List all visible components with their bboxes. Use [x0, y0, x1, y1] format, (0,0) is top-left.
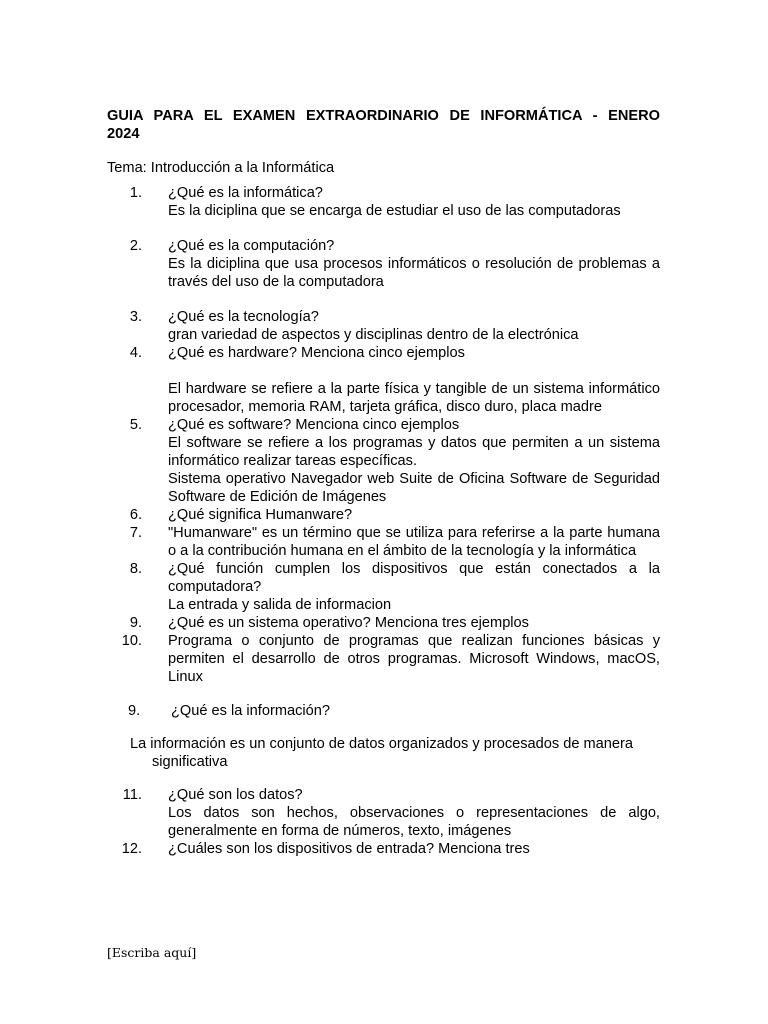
document-title: [107, 107, 660, 143]
information-answer: La información es un conjunto de datos organizados y procesados de manera significativa: [130, 736, 633, 770]
title-line-1: GUIA PARA EL EXAMEN EXTRAORDINARIO DE INFORMÁTICA - ENERO: [107, 108, 660, 124]
question-information: 9. ¿Qué es la información?: [128, 703, 330, 719]
list-item: 10. Programa o conjunto de programas que realizan funciones básicas y permiten el desarrollo de otros programas. Microsoft Windows, macOS, Linux: [121, 633, 660, 685]
list-item: 1. ¿Qué es la informática? Es la diciplina que se encarga de estudiar el uso de las computadoras: [129, 185, 621, 219]
list-item: 3. ¿Qué es la tecnología? gran variedad de aspectos y disciplinas dentro de la electrónica: [129, 309, 579, 343]
list-item: 12. ¿Cuáles son los dispositivos de entrada? Menciona tres: [121, 841, 530, 857]
list-item: 9. ¿Qué es un sistema operativo? Menciona tres ejemplos: [129, 615, 529, 631]
list-item: 2. ¿Qué es la computación? Es la diciplina que usa procesos informáticos o resolución de problemas a través del uso de la computadora: [129, 238, 660, 290]
title-line-2: 2024: [107, 126, 140, 142]
list-item: 11. ¿Qué son los datos? Los datos son hechos, observaciones o representaciones de algo, generalmente en forma de números, texto, imágenes: [122, 787, 660, 839]
question-list: [107, 184, 660, 686]
list-item: 7. "Humanware" es un término que se utiliza para referirse a la parte humana o a la contribución humana en el ámbito de la tecnología y la informática: [129, 525, 660, 559]
list-item: 6. ¿Qué significa Humanware?: [129, 507, 353, 523]
question-list-continued: [107, 786, 660, 858]
document-body: [107, 107, 660, 858]
list-item: 5. ¿Qué es software? Menciona cinco ejemplos El software se refiere a los programas y datos que permiten a un sistema informático realizar tareas específicas. Sistema operativo Navegador web Suite de Oficina Software de Seguridad Software de Edición de Imágenes: [129, 417, 660, 505]
list-item: 8. ¿Qué función cumplen los dispositivos que están conectados a la computadora? La entrada y salida de informacion: [129, 561, 660, 613]
topic-line: Tema: Introducción a la Informática: [107, 160, 335, 176]
footer-placeholder[interactable]: [Escriba aquí]: [107, 945, 197, 960]
list-item: 4. ¿Qué es hardware? Menciona cinco ejemplos El hardware se refiere a la parte física y tangible de un sistema informático procesador, memoria RAM, tarjeta gráfica, disco duro, placa madre: [129, 345, 660, 415]
